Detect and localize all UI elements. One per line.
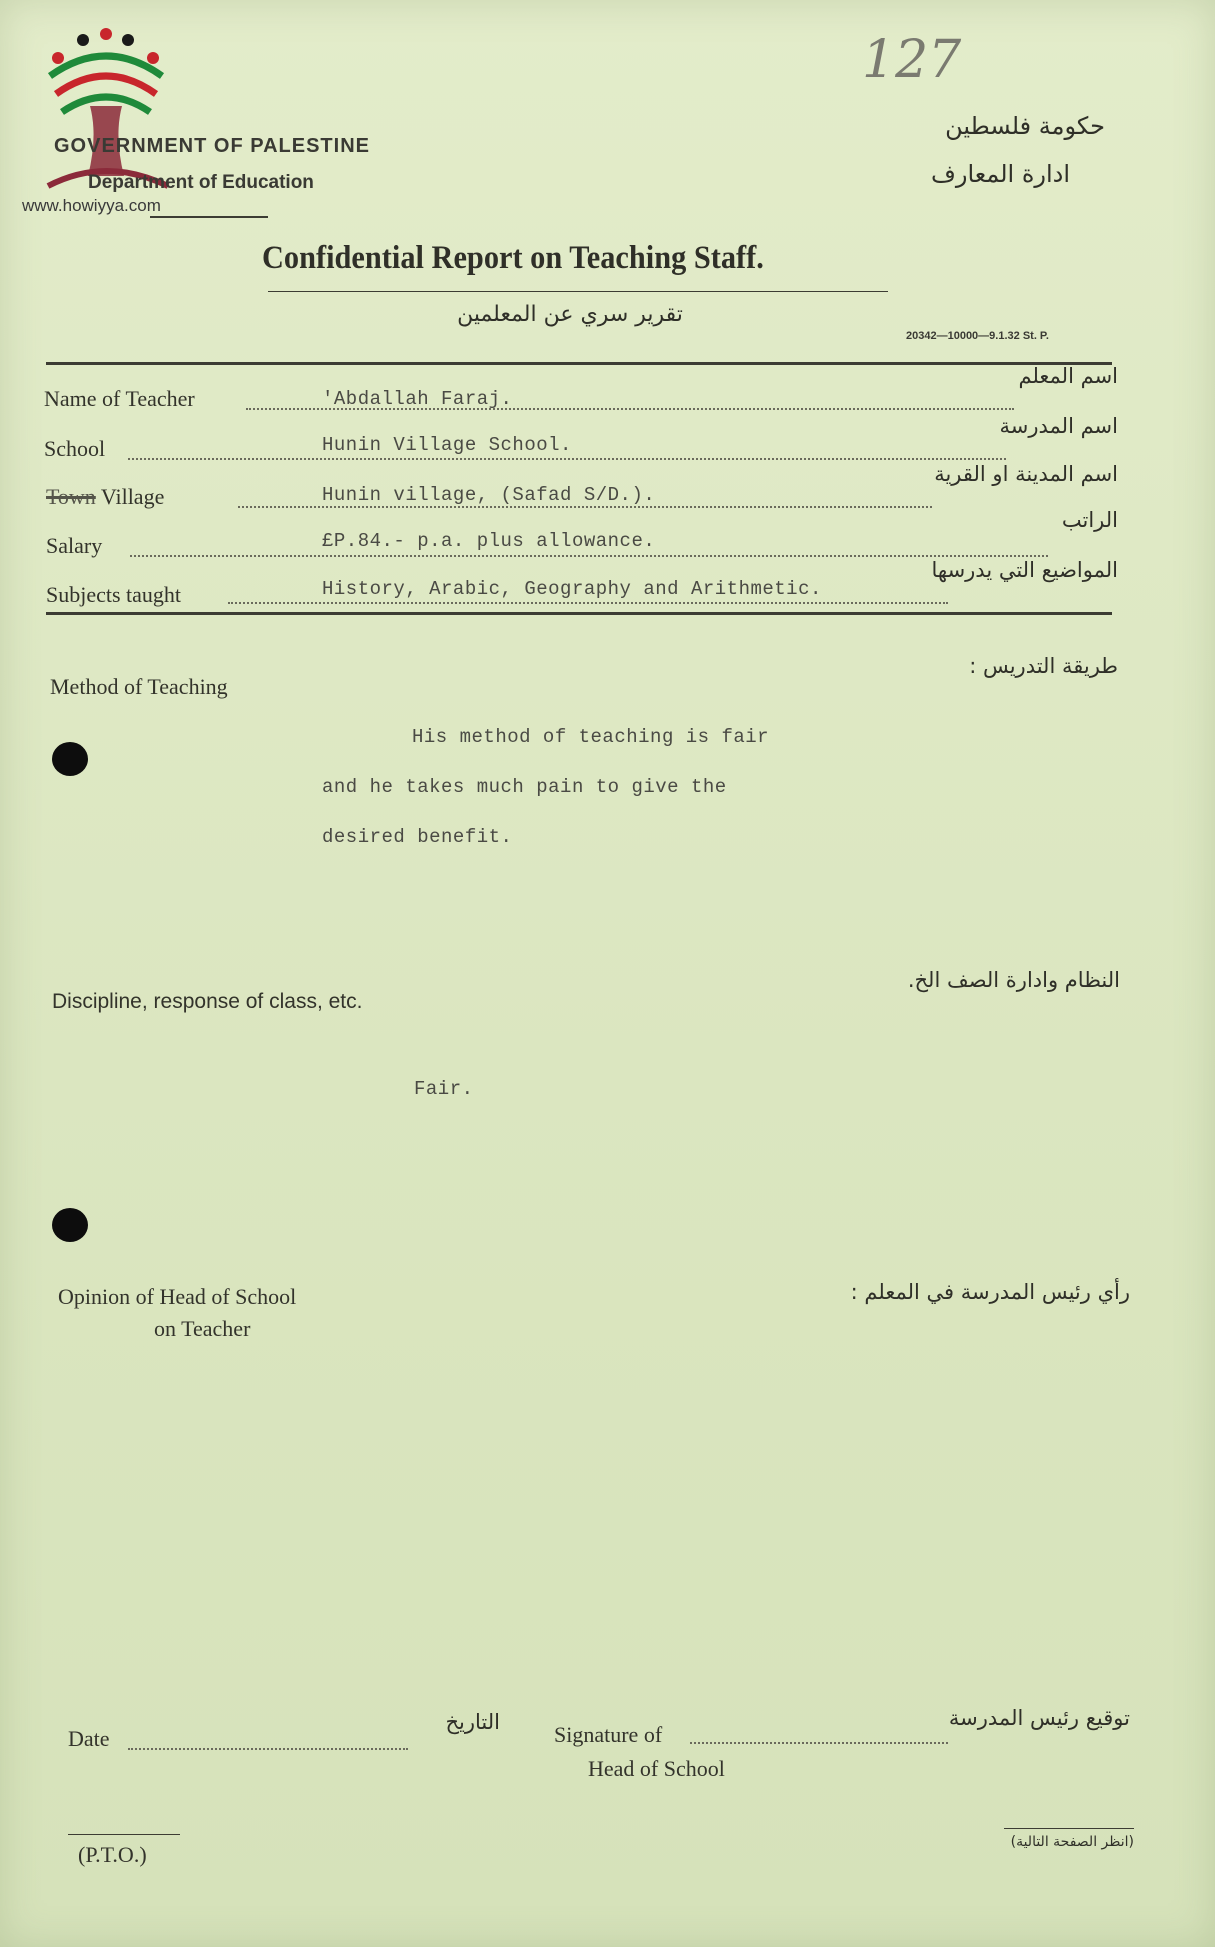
opinion-label-line2: on Teacher (154, 1316, 251, 1341)
discipline-value: Fair. (414, 1078, 474, 1100)
field-label: Salary (46, 533, 103, 558)
field-dots (130, 555, 1048, 557)
field-label-ar: المواضيع التي يدرسها (931, 558, 1118, 582)
struck-town-label: Town (46, 484, 96, 509)
field-label-ar: اسم المدرسة (999, 414, 1118, 438)
method-label: Method of Teaching (50, 674, 228, 699)
signature-label-2: Head of School (588, 1756, 725, 1781)
govt-title-ar: حكومة فلسطين (945, 112, 1105, 140)
report-title-ar: تقرير سري عن المعلمين (457, 302, 683, 327)
discipline-label: Discipline, response of class, etc. (52, 990, 363, 1013)
field-dots (238, 506, 932, 508)
pto-label-ar: (انظر الصفحة التالية) (1010, 1834, 1134, 1850)
field-label-struck (46, 484, 164, 510)
field-label-ar: اسم المعلم (1018, 364, 1118, 388)
method-line-1: His method of teaching is fair (412, 726, 770, 748)
field-label: School (44, 436, 106, 461)
method-line-2: and he takes much pain to give the (322, 776, 727, 798)
opinion-label-ar: رأي رئيس المدرسة في المعلم : (850, 1280, 1130, 1304)
logo-url: www.howiyya.com (22, 196, 161, 215)
discipline-label-ar: النظام وادارة الصف الخ. (907, 968, 1120, 992)
punch-hole (52, 1208, 88, 1242)
dept-title-ar: ادارة المعارف (930, 160, 1070, 188)
signature-label: Signature of (554, 1722, 663, 1747)
page-number: 127 (862, 30, 962, 90)
field-label: Subjects taught (46, 582, 182, 607)
punch-hole (52, 742, 88, 776)
method-line-3: desired benefit. (322, 826, 513, 848)
field-value: History, Arabic, Geography and Arithmetic. (322, 578, 822, 600)
report-title-en: Confidential Report on Teaching Staff. (262, 240, 764, 276)
opinion-label-line1: Opinion of Head of School (58, 1284, 297, 1309)
method-label-ar: طريقة التدريس : (969, 654, 1118, 678)
date-label: Date (68, 1726, 110, 1751)
field-value: 'Abdallah Faraj. (322, 388, 513, 410)
signature-label-ar: توقيع رئيس المدرسة (948, 1706, 1130, 1730)
howiyya-logo-icon (28, 26, 178, 196)
pto-rule (68, 1834, 180, 1835)
signature-dots (690, 1742, 948, 1744)
header-underline (150, 216, 268, 218)
field-dots (128, 458, 1006, 460)
date-label-ar: التاريخ (445, 1710, 500, 1734)
field-label: Village (100, 484, 165, 509)
title-underline (268, 291, 888, 292)
field-value: £P.84.- p.a. plus allowance. (322, 530, 656, 552)
dept-title-en: Department of Education (88, 172, 314, 193)
field-label-ar: الراتب (1061, 508, 1118, 532)
print-code: 20342—10000—9.1.32 St. P. (906, 330, 1049, 342)
govt-title-en: GOVERNMENT OF PALESTINE (54, 135, 370, 157)
field-value: Hunin Village School. (322, 434, 572, 456)
field-label-ar: اسم المدينة او القرية (934, 462, 1118, 486)
pto-label: (P.T.O.) (78, 1842, 147, 1867)
field-value: Hunin village, (Safad S/D.). (322, 484, 656, 506)
date-dots (128, 1748, 408, 1750)
fields-bottom-rule (46, 612, 1112, 615)
field-label: Name of Teacher (44, 386, 195, 411)
fields-top-rule (46, 362, 1112, 365)
field-dots (228, 602, 948, 604)
pto-ar-rule (1004, 1828, 1134, 1829)
